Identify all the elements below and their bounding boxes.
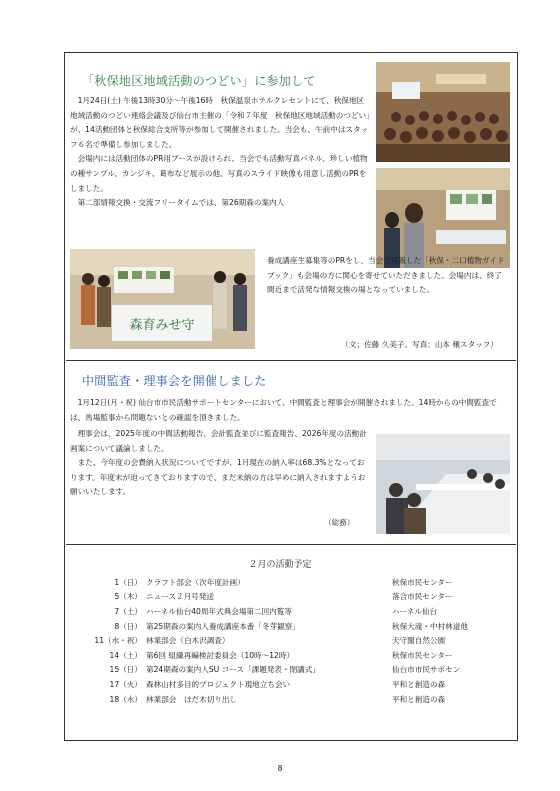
- photo-pr-booth: [376, 168, 510, 268]
- schedule-row: [82, 575, 502, 590]
- section1-para3a: 第二部情報交換・交流フリータイムでは、第26期森の案内人: [77, 198, 285, 208]
- schedule-date: 15（日）: [109, 665, 142, 675]
- section1-credit: （文；佐藤 久美子、写真；山本 穣スタッフ）: [341, 340, 498, 349]
- section1-title: 「秋保地区地域活動のつどい」に参加して: [82, 74, 316, 88]
- section2-title: 中間監査・理事会を開催しました: [82, 374, 267, 388]
- schedule-date: 17（火）: [109, 679, 142, 689]
- schedule-list: [82, 575, 502, 706]
- schedule-title: ２月の活動予定: [248, 560, 312, 570]
- page-number: 8: [277, 764, 283, 773]
- schedule-event: 第24期森の案内人SU コース「課題発表・閉講式」: [146, 665, 320, 675]
- schedule-row: [82, 677, 502, 692]
- booth-banner-text: 森育みせ守: [129, 318, 195, 333]
- schedule-place: 天守閣自然公園: [392, 636, 446, 646]
- schedule-event: ハーネル仙台40周年式典会場第二回内覧等: [146, 606, 292, 616]
- divider-1: [66, 360, 516, 361]
- schedule-event: 第25期森の案内人養成講座本番「冬芽観察」: [146, 621, 300, 631]
- photo-meeting-hall: [376, 62, 510, 162]
- schedule-place: 落合市民センター: [392, 592, 453, 602]
- schedule-row: [82, 633, 502, 648]
- section1-body: [70, 94, 370, 211]
- schedule-row: [82, 590, 502, 605]
- photo-group-at-booth: [70, 249, 255, 349]
- section1-para1: 1月24日(土) 午後13時30分〜午後16時 秋保温泉ホテルクレセントにて、秋保地区地域活動のつどい連絡会議及び仙台市主催の「令和７年度 秋保地区地域活動のつどい」が、14活動団体と秋保総合支所等が参加して開催されました。当会も、午前中はスタッフ６名で準備し参加しました。: [70, 96, 370, 149]
- schedule-date: 5（木）: [114, 592, 142, 602]
- schedule-place: 平和と創造の森: [392, 694, 446, 704]
- section1-body-cont: [267, 254, 507, 298]
- schedule-date: 14（土）: [109, 650, 142, 660]
- schedule-date: 8（日）: [114, 621, 142, 631]
- schedule-event: ニュース２月号発送: [146, 592, 214, 602]
- section2-para1: 1月12日(月・祝) 仙台市市民活動サポートセンターにおいて、中間監査と理事会が開催されました。14時からの中間監査では、馬場監事から問題ないとの確認を頂きました。: [70, 398, 497, 422]
- schedule-row: [82, 604, 502, 619]
- schedule-row: [82, 663, 502, 678]
- schedule-date: 7（土）: [114, 606, 142, 616]
- schedule-date: 18（水）: [109, 694, 142, 704]
- section2-para3: また、今年度の会費納入状況についてですが、1月現在の納入率は68.3%となっております。年度末が迫ってきておりますので、まだ未納の方は早めに納入されますようお願いいたします。: [70, 458, 366, 497]
- section2-body: [70, 427, 370, 500]
- schedule-place: 秋保市民センター: [392, 650, 453, 660]
- schedule-place: 平和と創造の森: [392, 679, 446, 689]
- section2-body-top: [70, 396, 510, 425]
- schedule-row: [82, 648, 502, 663]
- schedule-event: 第6回 組織再編検討委員会（10時〜12時）: [146, 650, 295, 660]
- section2-credit: （総務）: [324, 518, 355, 527]
- schedule-row: [82, 619, 502, 634]
- schedule-place: 仙台市市民サポセン: [392, 665, 461, 675]
- section2-para2: 理事会は、2025年度の中間活動報告、会計監査並びに監査報告、2026年度の活動計画案について議論しました。: [70, 429, 367, 453]
- section1-para2: 会場内には活動団体のPR用ブースが設けられ、当会でも活動写真パネル、珍しい植物の種サンプル、カンジキ、葛布など展示の他、写真のスライド映像も用意し活動のPRをしました。: [70, 154, 368, 193]
- schedule-date: 1（日）: [114, 577, 142, 587]
- schedule-event: クラフト部会（次年度計画）: [146, 577, 245, 587]
- schedule-place: ハーネル仙台: [392, 606, 438, 616]
- schedule-event: 林業部会（白木沢調査）: [146, 636, 230, 646]
- schedule-event: 林業部会 ほだ木切り出し: [146, 694, 238, 704]
- schedule-row: [82, 692, 502, 707]
- divider-2: [66, 544, 516, 545]
- section1-para3b: 養成講座生募集等のPRをし、当会で再販した「秋保・二口植物ガイドブック」も会場の方に関心を寄せていただきました。会場内は、終了間近まで活発な情報交換の場となっていました。: [267, 256, 505, 295]
- schedule-event: 森林山村多目的プロジェクト現地立ち会い: [146, 679, 291, 689]
- schedule-place: 秋保大滝・中村林道他: [392, 621, 468, 631]
- schedule-place: 秋保市民センター: [392, 577, 453, 587]
- photo-board-meeting: [376, 434, 510, 534]
- schedule-date: 11（水・祝）: [94, 636, 142, 646]
